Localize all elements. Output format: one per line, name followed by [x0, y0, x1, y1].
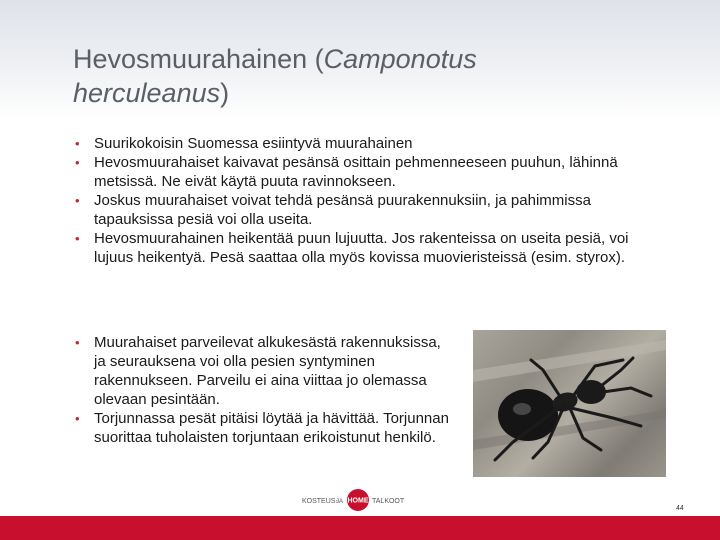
title-species-italic: Camponotus: [323, 44, 477, 74]
slide-title: Hevosmuurahainen (Camponotus herculeanus): [73, 44, 477, 108]
bullet-item: • Muurahaiset parveilevat alkukesästä rakennuksissa, ja seurauksena voi olla pesien syntyminen rakennukseen. Parveilu ei aina viittaa jo olemassa olevaan pesintään.: [75, 333, 455, 409]
ant-photo: [473, 330, 666, 477]
title-species-italic-2: herculeanus: [73, 78, 221, 108]
bullet-item: • Hevosmuurahaiset kaivavat pesänsä osittain pehmenneeseen puuhun, lähinnä metsissä. Ne eivät käytä puuta ravinnokseen.: [75, 153, 665, 191]
logo-text-mid: HOME: [347, 497, 369, 505]
page-number: 44: [676, 505, 684, 512]
bullet-list-secondary: [75, 333, 455, 447]
bullet-item: • Joskus muurahaiset voivat tehdä pesänsä puurakennuksiin, ja pahimmissa tapauksissa pesiä voi olla useita.: [75, 191, 665, 229]
bullet-list-main: [75, 134, 665, 267]
logo-text-left: KOSTEUS-: [302, 498, 338, 505]
logo-text-right: TALKOOT: [372, 498, 405, 505]
footer-band: [0, 516, 720, 540]
kosteus-home-talkoot-logo: [300, 488, 406, 512]
ant-illustration: [473, 330, 666, 477]
bullet-item: • Suurikokoisin Suomessa esiintyvä muurahainen: [75, 134, 665, 153]
logo-ampersand: JA: [336, 499, 344, 505]
bullet-item: • Torjunnassa pesät pitäisi löytää ja hävittää. Torjunnan suorittaa tuholaisten torjuntaan erikoistunut henkilö.: [75, 409, 455, 447]
bullet-item: • Hevosmuurahainen heikentää puun lujuutta. Jos rakenteissa on useita pesiä, voi lujuus heikentyä. Pesä saattaa olla myös kovissa muovieristeissä (esim. styrox).: [75, 229, 665, 267]
